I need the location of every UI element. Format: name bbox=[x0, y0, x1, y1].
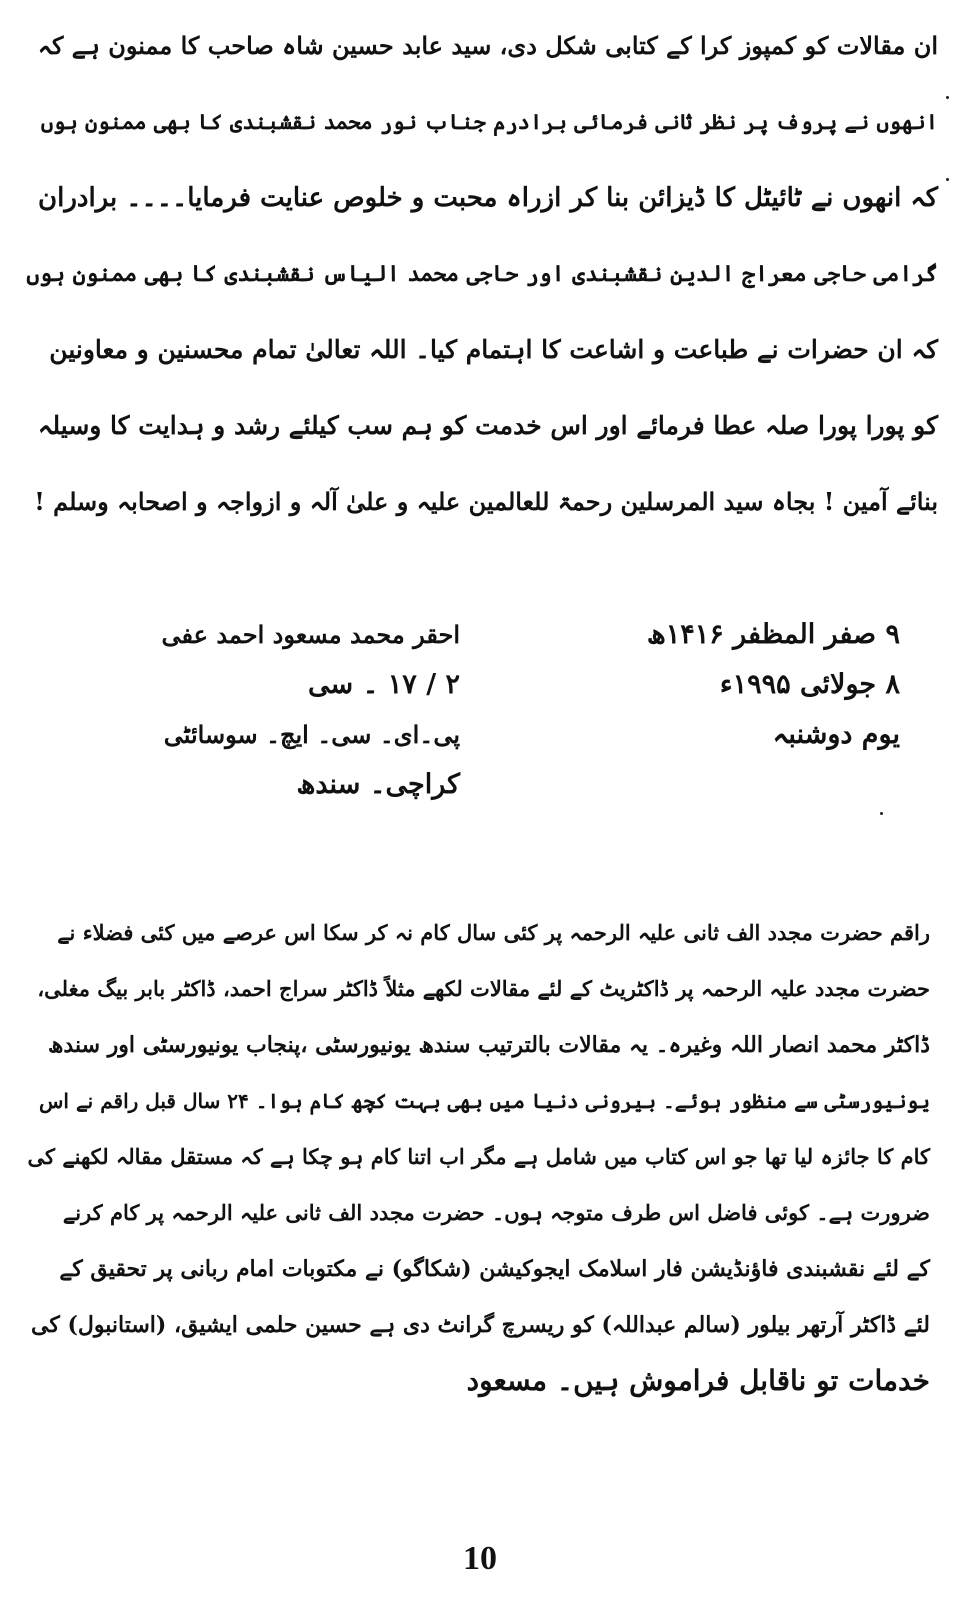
author-address-block bbox=[160, 610, 460, 810]
paragraph-line: کہ انھوں نے ٹائیٹل کا ڈیزائن بنا کر ازراہ محبت و خلوص عنایت فرمایا۔۔۔۔ برادران bbox=[38, 183, 938, 213]
note-line: کے لئے نقشبندی فاؤنڈیشن فار اسلامک ایجوکیشن (شکاگو) نے مکتوبات امام ربانی پر تحقیق کے bbox=[59, 1256, 930, 1282]
scan-speck bbox=[880, 812, 883, 815]
address-line: پی۔ای۔ سی۔ ایچ۔ سوسائٹی bbox=[163, 720, 460, 749]
note-line: خدمات تو ناقابل فراموش ہیں۔ مسعود bbox=[466, 1364, 930, 1397]
paragraph-line: کو پورا پورا صلہ عطا فرمائے اور اس خدمت کو ہم سب کیلئے رشد و ہدایت کا وسیلہ bbox=[37, 411, 938, 440]
paragraph-line: گرامی حاجی معراج الدین نقشبندی اور حاجی محمد الیاس نقشبندی کا بھی ممنون ہوں bbox=[26, 261, 938, 287]
page-number: 10 bbox=[463, 1540, 497, 1577]
note-line: کام کا جائزہ لیا تھا جو اس کتاب میں شامل ہے مگر اب اتنا کام ہو چکا ہے کہ مستقل مقالہ لکھنے کی bbox=[27, 1144, 930, 1169]
paragraph-line: ان مقالات کو کمپوز کرا کے کتابی شکل دی، سید عابد حسین شاہ صاحب کا ممنون ہے کہ bbox=[37, 31, 938, 60]
date-block bbox=[640, 610, 900, 760]
paragraph-line: بنائے آمین ! بجاہ سید المرسلین رحمۃ للعالمین علیہ و علیٰ آلہ و ازواجہ و اصحابہ وسلم ! bbox=[34, 487, 938, 516]
hijri-date: ۹ صفر المظفر ۱۴۱۶ھ bbox=[646, 619, 900, 650]
scan-speck bbox=[946, 178, 949, 181]
acknowledgement-paragraph bbox=[22, 8, 938, 540]
note-line: یونیورسٹی سے منظور ہوئے۔ بیرونی دنیا میں بھی بہت کچھ کام ہوا۔ ۲۴ سال قبل راقم نے اس bbox=[39, 1089, 930, 1113]
gregorian-date: ۸ جولائی ۱۹۹۵ء bbox=[719, 669, 900, 700]
note-line: لئے ڈاکٹر آرتھر بیلور (سالم عبداللہ) کو ریسرچ گرانٹ دی ہے حسین حلمی ایشیق، (استانبول) کی bbox=[31, 1312, 930, 1338]
author-name: احقر محمد مسعود احمد عفی bbox=[161, 620, 460, 649]
paragraph-line: انھوں نے پروف پر نظر ثانی فرمائی برادرم جناب نور محمد نقشبندی کا بھی ممنون ہوں bbox=[40, 109, 938, 134]
note-line: حضرت مجدد علیہ الرحمہ پر ڈاکٹریٹ کے لئے مقالات لکھے مثلاً ڈاکٹر سراج احمد، ڈاکٹر بابر بیگ مغلی، bbox=[37, 976, 930, 1001]
address-line: کراچی۔ سندھ bbox=[296, 769, 460, 800]
weekday: یوم دوشنبہ bbox=[772, 719, 900, 750]
note-line: ڈاکٹر محمد انصار اللہ وغیرہ۔ یہ مقالات بالترتیب سندھ یونیورسٹی ،پنجاب یونیورسٹی اور سندھ bbox=[48, 1032, 930, 1058]
paragraph-line: کہ ان حضرات نے طباعت و اشاعت کا اہتمام کیا۔ اللہ تعالیٰ تمام محسنین و معاونین bbox=[49, 335, 938, 364]
note-paragraph bbox=[28, 905, 930, 1409]
scan-speck bbox=[946, 96, 949, 99]
address-line: ۲ / ۱۷ ۔ سی bbox=[308, 669, 460, 700]
note-line: ضرورت ہے۔ کوئی فاضل اس طرف متوجہ ہوں۔ حضرت مجدد الف ثانی علیہ الرحمہ پر کام کرنے bbox=[62, 1200, 930, 1225]
note-line: راقم حضرت مجدد الف ثانی علیہ الرحمہ پر کئی سال کام نہ کر سکا اس عرصے میں کئی فضلاء نے bbox=[57, 920, 930, 945]
